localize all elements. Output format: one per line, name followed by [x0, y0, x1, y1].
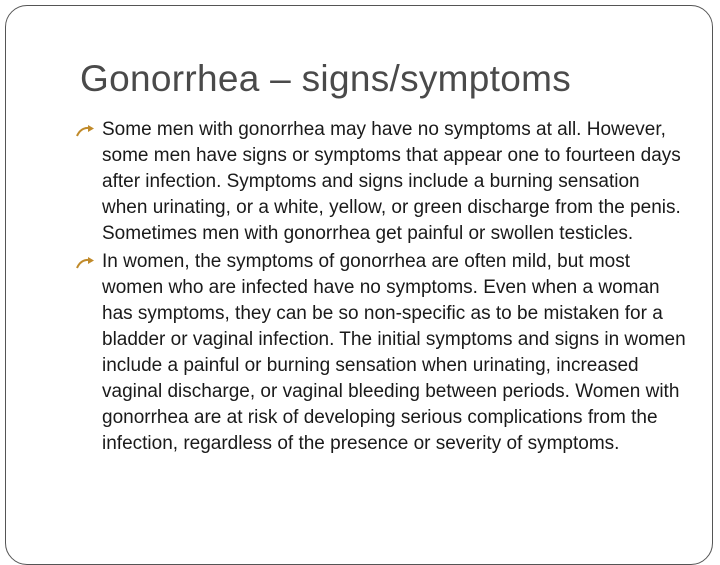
- bullet-text: Some men with gonorrhea may have no symptoms at all. However, some men have signs or symptoms that appear one to fourteen days after infection. Symptoms and signs include a burning sensation when urinating, or a white, yellow, or green discharge from the penis. Sometimes men with gonorrhea get painful or swollen testicles.: [102, 119, 681, 244]
- list-item: [75, 249, 690, 457]
- slide-title: Gonorrhea – signs/symptoms: [80, 58, 572, 99]
- curved-arrow-bullet-icon: [75, 256, 97, 270]
- bullet-list: [75, 117, 690, 459]
- list-item: [75, 117, 690, 247]
- curved-arrow-bullet-icon: [75, 124, 97, 138]
- bullet-text: In women, the symptoms of gonorrhea are often mild, but most women who are infected have no symptoms. Even when a woman has symptoms, they can be so non-specific as to be mistaken for a bladder or vaginal infection. The initial symptoms and signs in women include a painful or burning sensation when urinating, increased vaginal discharge, or vaginal bleeding between periods. Women with gonorrhea are at risk of developing serious complications from the infection, regardless of the presence or severity of symptoms.: [102, 251, 686, 454]
